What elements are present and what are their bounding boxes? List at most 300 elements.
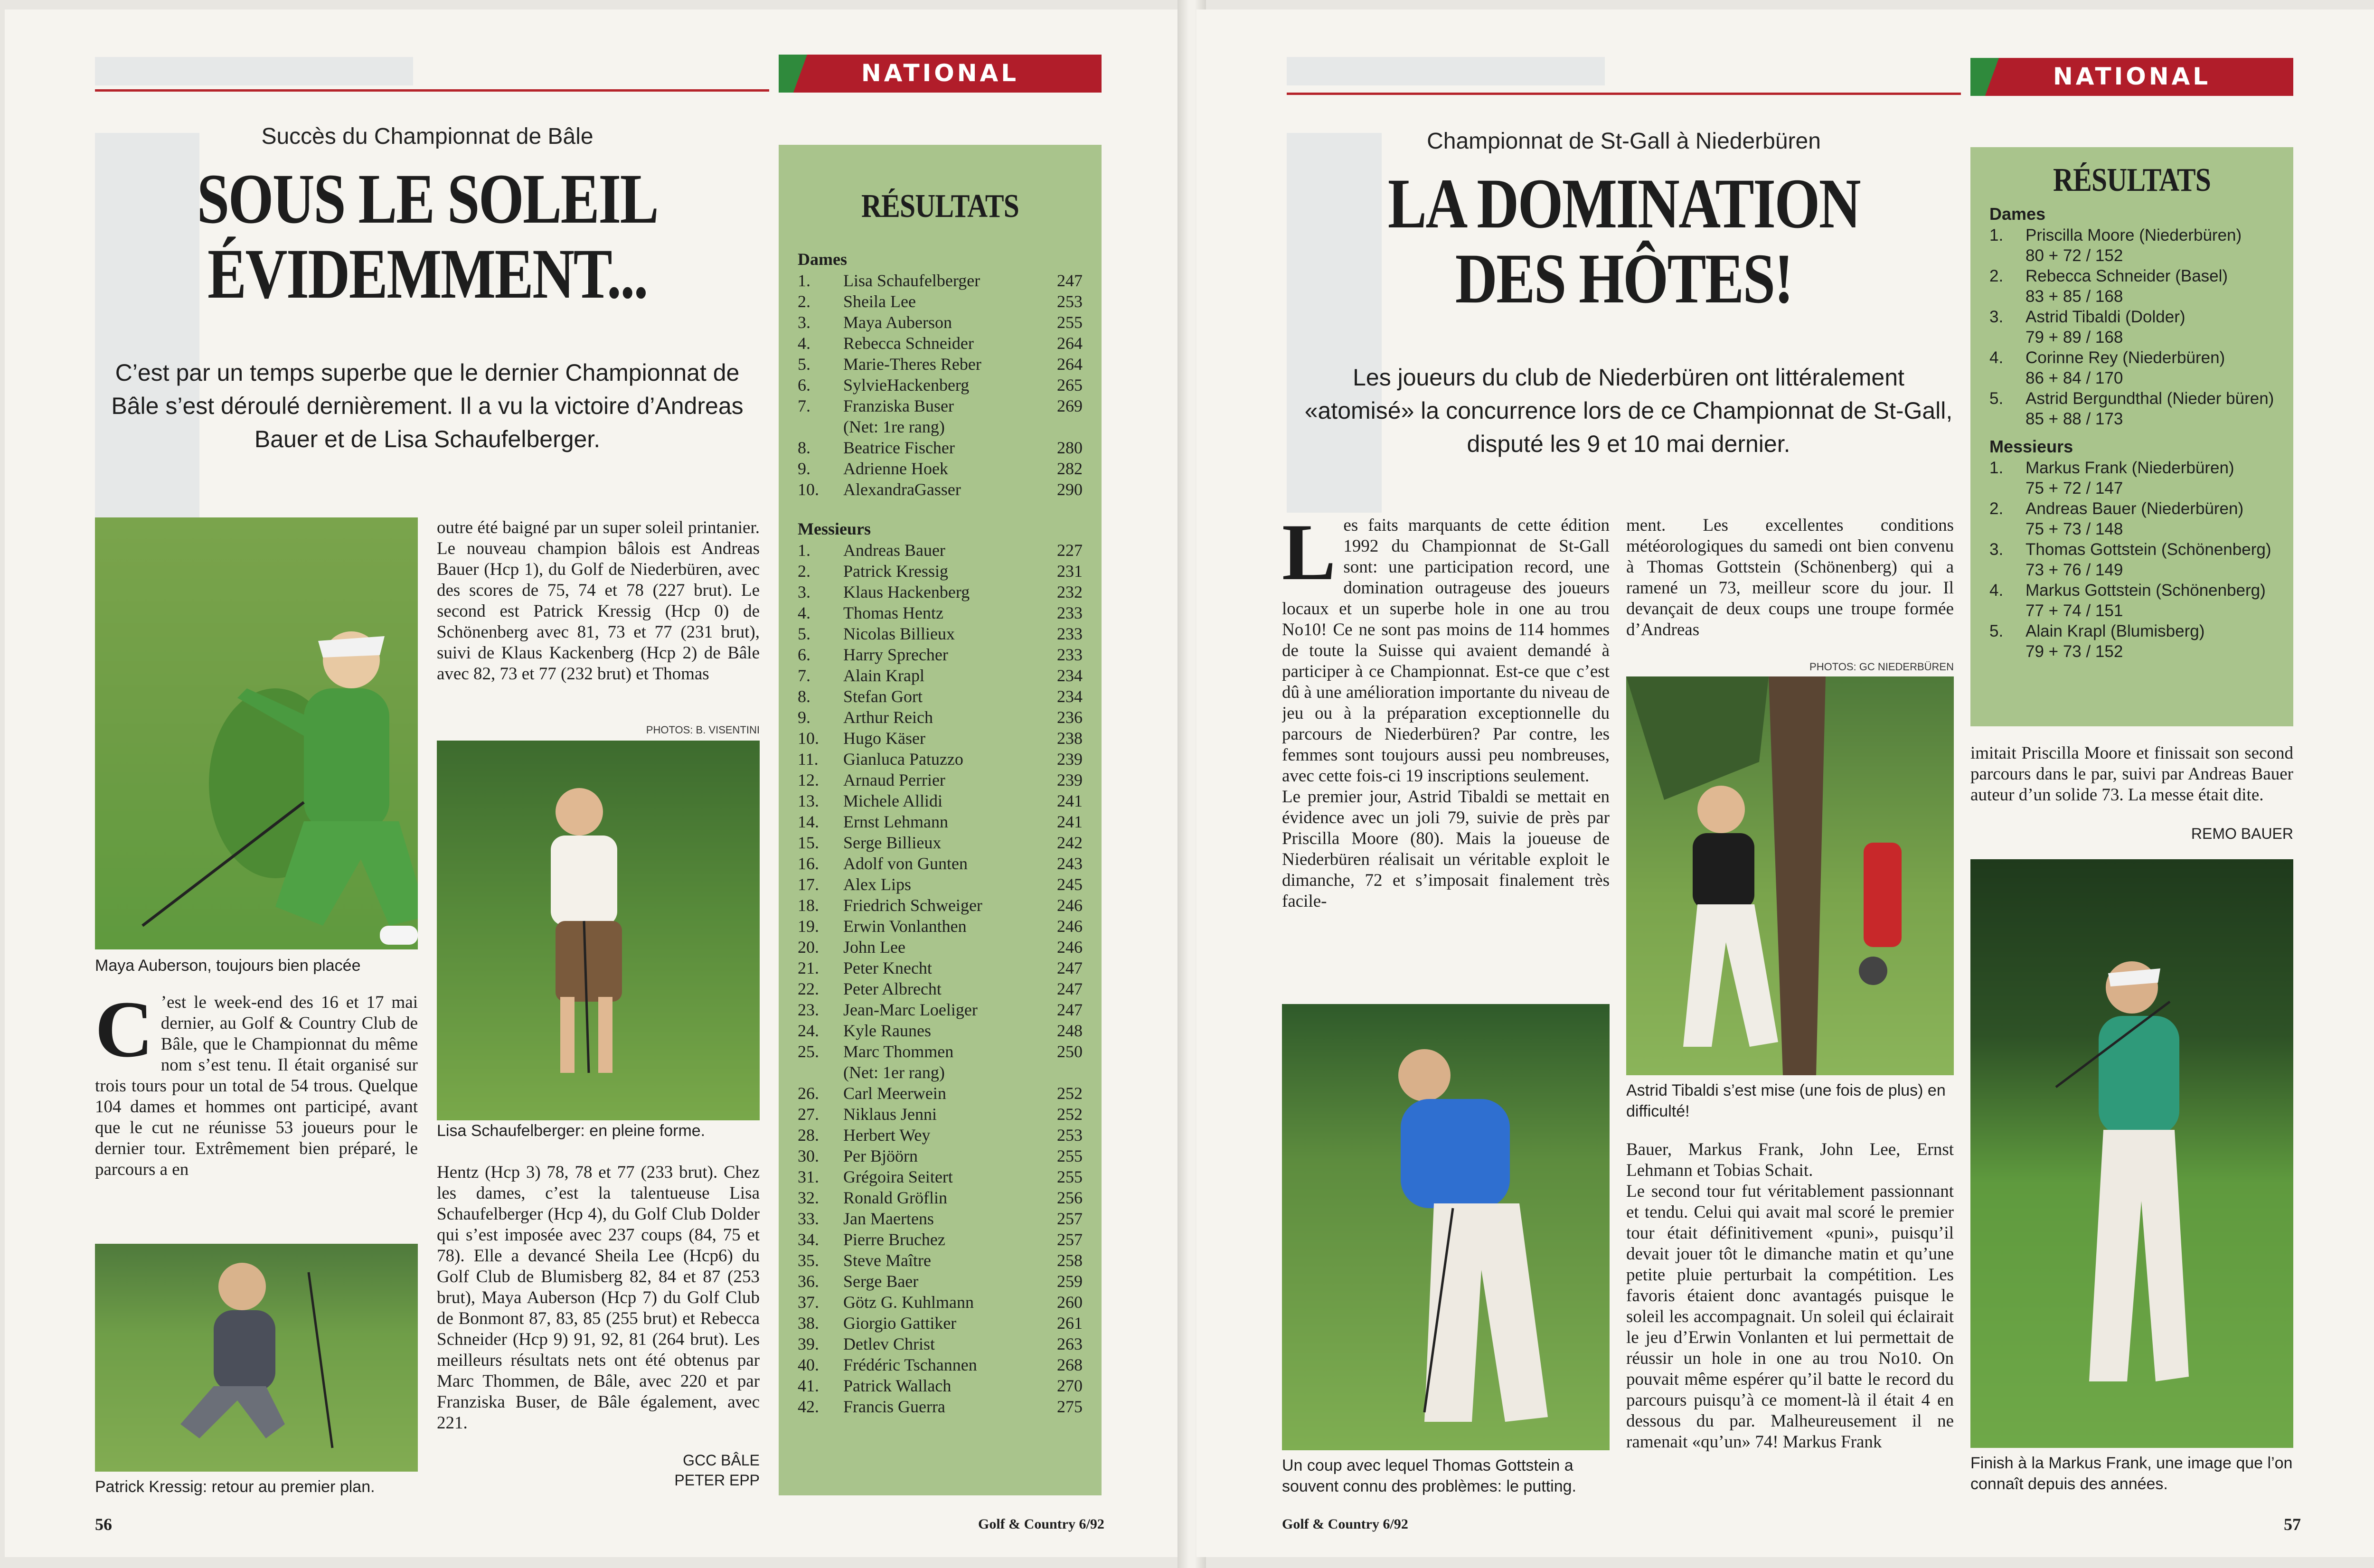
result-row: [798, 644, 1083, 665]
article-col-3: imitait Priscilla Moore et finissait son second parcours dans le par, suivi par Andreas Bauer auteur d’un solide 73. La messe était dite.: [1970, 743, 2293, 805]
result-name: Maya Auberson: [843, 313, 952, 332]
result-rank: 23.: [798, 1000, 819, 1019]
result-row: [798, 312, 1083, 333]
result-rank: 4.: [798, 603, 810, 622]
result-rank: 7.: [798, 396, 810, 415]
kicker: Succès du Championnat de Bâle: [261, 124, 594, 149]
result-row: [798, 1125, 1083, 1145]
result-rank: 3.: [798, 313, 810, 332]
result-name: Marc Thommen: [843, 1042, 954, 1061]
result-name: Carl Meerwein: [843, 1084, 946, 1103]
result-score: 250: [1057, 1042, 1083, 1061]
result-score: 86 + 84 / 170: [2025, 369, 2123, 387]
result-rank: 2.: [1989, 499, 2004, 518]
result-score: 257: [1057, 1209, 1083, 1228]
result-score: 264: [1057, 355, 1083, 374]
result-name: Arthur Reich: [843, 708, 933, 727]
result-score: 227: [1057, 541, 1083, 560]
result-name: Erwin Vonlanthen: [843, 917, 967, 936]
result-name: Gianluca Patuzzo: [843, 750, 963, 769]
golfer-photo: [95, 517, 418, 949]
result-rank: 6.: [798, 376, 810, 394]
result-score: 77 + 74 / 151: [2025, 601, 2123, 620]
result-name: Michele Allidi: [843, 791, 942, 810]
signature: [570, 1450, 760, 1490]
result-name: (Net: 1er rang): [843, 1063, 945, 1082]
result-name: Pierre Bruchez: [843, 1230, 945, 1249]
photo-markus-frank: [1970, 859, 2293, 1448]
result-score: 246: [1057, 917, 1083, 936]
result-name: Giorgio Gattiker: [843, 1314, 957, 1333]
result-row: [798, 1041, 1083, 1062]
result-name: Klaus Hackenberg: [843, 582, 970, 601]
result-rank: 21.: [798, 958, 819, 977]
result-row: [798, 874, 1083, 895]
result-name: [2025, 539, 2274, 580]
golfer-photo: [1282, 1004, 1610, 1450]
result-row: [798, 333, 1083, 354]
result-rank: 19.: [798, 917, 819, 936]
result-score: 242: [1057, 833, 1083, 852]
result-row: [798, 354, 1083, 375]
result-player: Alain Krapl (Blumisberg): [2025, 622, 2205, 640]
result-row: [798, 1062, 1083, 1083]
result-rank: 22.: [798, 979, 819, 998]
result-score: 290: [1057, 480, 1083, 499]
article-col-2-top: ment. Les excellentes conditions météorologiques du samedi ont bien convenu à Thomas Gottstein (Schönenberg) qui a ramené un 73, meilleur score du jour. Il devançait de deux coups une troupe formée d’Andreas: [1626, 516, 1954, 639]
result-score: 258: [1057, 1251, 1083, 1270]
result-rank: 40.: [798, 1355, 819, 1374]
result-name: Ronald Gröflin: [843, 1188, 947, 1207]
result-name: Patrick Wallach: [843, 1376, 951, 1395]
golfer-photo: [1970, 859, 2293, 1448]
result-rank: 14.: [798, 812, 819, 831]
result-row: [798, 1271, 1083, 1292]
magazine-footer: Golf & Country 6/92: [1282, 1516, 1408, 1532]
result-score: 264: [1057, 334, 1083, 353]
result-player: Astrid Bergundthal (Nieder büren) 85 + 88 / 173: [2025, 389, 2274, 428]
result-score: 260: [1057, 1293, 1083, 1312]
result-rank: 16.: [798, 854, 819, 873]
result-rank: 3.: [1989, 540, 2004, 559]
result-row: [798, 582, 1083, 602]
result-score: 269: [1057, 396, 1083, 415]
result-rank: 12.: [798, 770, 819, 789]
result-score: 247: [1057, 958, 1083, 977]
result-name: [2025, 266, 2274, 307]
result-rank: 42.: [798, 1397, 819, 1416]
headline-line-1: LA DOMINATION: [1387, 164, 1860, 243]
result-row: [798, 790, 1083, 811]
drop-cap: L: [1282, 515, 1336, 597]
result-row: [798, 811, 1083, 832]
result-name: Andreas Bauer: [843, 541, 945, 560]
result-score: 253: [1057, 1126, 1083, 1145]
result-rank: 27.: [798, 1105, 819, 1124]
caption-maya: Maya Auberson, toujours bien placée: [95, 957, 361, 975]
result-row: [798, 749, 1083, 770]
result-name: Hugo Käser: [843, 729, 925, 748]
result-score: 80 + 72 / 152: [2025, 246, 2123, 265]
result-row: [798, 916, 1083, 937]
result-row: [1989, 347, 2274, 388]
article-col-2-bottom: [1626, 1139, 1954, 1500]
result-row: [1989, 266, 2274, 307]
result-score: 261: [1057, 1314, 1083, 1333]
result-score: 233: [1057, 603, 1083, 622]
result-rank: 1.: [1989, 459, 2004, 477]
result-score: 246: [1057, 896, 1083, 915]
photo-patrick-kressig: [95, 1244, 418, 1472]
result-player: Astrid Tibaldi (Dolder): [2025, 308, 2186, 326]
result-row: [798, 686, 1083, 707]
article-text-4: Le second tour fut véritablement passionnant et tendu. Celui qui avait mal scoré le premier tour était définitivement «puni», puisqu’il devait jouer tôt le dimanche matin et qu’une petite pluie perturbait la compétition. Les favoris étaient donc avantagés puisque le soleil les accompagnait. Un soleil qui éclairait le jeu d’Erwin Vonlanten et lui permettait de réussir un hole in one au trou No10. On pouvait même espérer qu’il batte le record du parcours puisqu’à ce moment-là il était 4 en dessous du par. Malheureusement il ne ramenait «qu’un» 74! Markus Frank: [1626, 1182, 1954, 1452]
result-rank: 37.: [798, 1293, 819, 1312]
result-row: [798, 479, 1083, 500]
result-rank: 8.: [798, 438, 810, 457]
result-score: 246: [1057, 938, 1083, 957]
result-rank: 26.: [798, 1084, 819, 1103]
signature-author: PETER EPP: [674, 1472, 760, 1489]
result-score: 231: [1057, 562, 1083, 581]
result-name: Alain Krapl: [843, 666, 924, 685]
result-rank: 13.: [798, 791, 819, 810]
headline-line-1: SOUS LE SOLEIL: [197, 160, 658, 238]
result-score: 241: [1057, 812, 1083, 831]
result-name: Ernst Lehmann: [843, 812, 948, 831]
signature-club: GCC BÂLE: [683, 1452, 760, 1469]
result-row: [798, 561, 1083, 582]
result-score: 239: [1057, 770, 1083, 789]
result-row: [798, 832, 1083, 853]
tree-photo: [1626, 676, 1954, 1075]
result-name: Serge Baer: [843, 1272, 919, 1291]
result-player: Markus Gottstein (Schönenberg): [2025, 581, 2266, 600]
headline-line-2: DES HÔTES!: [1455, 239, 1793, 318]
result-name: [2025, 580, 2274, 621]
result-name: Peter Knecht: [843, 958, 932, 977]
result-score: 270: [1057, 1376, 1083, 1395]
result-rank: 8.: [798, 687, 810, 706]
result-rank: 5.: [1989, 389, 2004, 408]
result-row: [798, 999, 1083, 1020]
result-rank: 9.: [798, 708, 810, 727]
results-dames-list: [1989, 225, 2274, 429]
result-rank: 39.: [798, 1334, 819, 1353]
caption-thomas: Un coup avec lequel Thomas Gottstein a souvent connu des problèmes: le putting.: [1282, 1456, 1576, 1495]
results-title: RÉSULTATS: [861, 188, 1019, 225]
results-title: RÉSULTATS: [2053, 162, 2211, 198]
result-score: 255: [1057, 313, 1083, 332]
header-rule: [1287, 93, 1961, 95]
result-row: [798, 665, 1083, 686]
result-name: Rebecca Schneider: [843, 334, 974, 353]
result-row: [798, 1229, 1083, 1250]
result-name: [2025, 307, 2274, 347]
golfer-photo: [95, 1244, 418, 1472]
result-name: [2025, 225, 2274, 266]
result-score: 248: [1057, 1021, 1083, 1040]
result-name: Franziska Buser: [843, 396, 954, 415]
result-name: Niklaus Jenni: [843, 1105, 937, 1124]
photo-maya-auberson: [95, 517, 418, 949]
result-name: Alex Lips: [843, 875, 911, 894]
article-text: es faits marquants de cette édition 1992 du Championnat de St-Gall sont: une participation record, une domination outrageuse des joueurs locaux et un superbe hole in one au trou No10! Ce ne sont pas moins de 114 hommes de toute la Suisse qui avaient demandé à participer à ce Championnat. Est-ce que c’est dû à une amélioration importante du niveau de jeu ou à la préparation exceptionnelle du parcours de Niederbüren? Par contre, les femmes sont toujours aussi peu nombreuses, avec cette fois-ci 19 inscriptions seulement.: [1282, 516, 1610, 786]
result-rank: 30.: [798, 1146, 819, 1165]
result-score: 247: [1057, 979, 1083, 998]
section-tag: NATIONAL: [779, 55, 1102, 93]
results-box: [1970, 147, 2293, 726]
bleed-through: [1287, 57, 1605, 85]
result-name: [2025, 621, 2274, 662]
result-row: [798, 623, 1083, 644]
result-rank: 32.: [798, 1188, 819, 1207]
result-rank: 3.: [798, 582, 810, 601]
result-row: [1989, 621, 2274, 662]
result-rank: 5.: [798, 624, 810, 643]
result-score: 275: [1057, 1397, 1083, 1416]
result-name: Grégoira Seitert: [843, 1167, 953, 1186]
result-player: Priscilla Moore (Niederbüren): [2025, 226, 2242, 244]
result-row: [798, 1020, 1083, 1041]
result-rank: 36.: [798, 1272, 819, 1291]
result-score: 255: [1057, 1146, 1083, 1165]
result-name: Patrick Kressig: [843, 562, 948, 581]
result-rank: 2.: [798, 562, 810, 581]
article-text-3: Bauer, Markus Frank, John Lee, Ernst Lehmann et Tobias Schait.: [1626, 1140, 1954, 1180]
page-number: 56: [95, 1515, 112, 1534]
result-row: [798, 1208, 1083, 1229]
article-text: ’est le week-end des 16 et 17 mai dernier, au Golf & Country Club de Bâle, que le Championnat du même nom s’est tenu. Il était organisé sur trois tours pour un total de 54 trous. Quelque 104 dames et hommes ont participé, avant que le cut ne réunisse 53 joueurs pour le dernier tour. Extrêmement bien préparé, le parcours a en: [95, 993, 418, 1179]
result-score: 252: [1057, 1105, 1083, 1124]
caption-patrick: Patrick Kressig: retour au premier plan.: [95, 1478, 375, 1496]
result-score: 234: [1057, 687, 1083, 706]
result-rank: 24.: [798, 1021, 819, 1040]
result-row: [798, 270, 1083, 291]
result-rank: 34.: [798, 1230, 819, 1249]
result-score: 253: [1057, 292, 1083, 311]
lead-paragraph: C’est par un temps superbe que le dernier Championnat de Bâle s’est déroulé dernièrement. Il a vu la victoire d’Andreas Bauer et de Lisa Schaufelberger.: [111, 359, 744, 452]
result-score: [1040, 1062, 1083, 1083]
result-row: [1989, 307, 2274, 347]
result-name: AlexandraGasser: [843, 480, 961, 499]
result-rank: 5.: [1989, 622, 2004, 640]
results-messieurs-label: Messieurs: [798, 519, 871, 538]
result-rank: 25.: [798, 1042, 819, 1061]
result-name: John Lee: [843, 938, 905, 957]
result-name: Serge Billieux: [843, 833, 942, 852]
result-rank: 4.: [1989, 348, 2004, 367]
caption-lisa: Lisa Schaufelberger: en pleine forme.: [437, 1122, 706, 1140]
result-name: [2025, 388, 2274, 429]
article-col-1: [1282, 515, 1610, 995]
result-score: 255: [1057, 1167, 1083, 1186]
result-score: 239: [1057, 750, 1083, 769]
result-score: 243: [1057, 854, 1083, 873]
result-rank: 10.: [798, 729, 819, 748]
result-name: Beatrice Fischer: [843, 438, 955, 457]
result-name: Friedrich Schweiger: [843, 896, 982, 915]
result-rank: 6.: [798, 645, 810, 664]
result-name: Herbert Wey: [843, 1126, 931, 1145]
result-score: 233: [1057, 624, 1083, 643]
kicker: Championnat de St-Gall à Niederbüren: [1427, 129, 1821, 154]
result-row: [798, 1187, 1083, 1208]
result-score: [1040, 416, 1083, 437]
result-name: [2025, 347, 2274, 388]
results-messieurs-list: [1989, 458, 2274, 662]
result-rank: 33.: [798, 1209, 819, 1228]
result-row: [798, 1166, 1083, 1187]
result-rank: [798, 416, 843, 437]
photo-thomas-gottstein: [1282, 1004, 1610, 1450]
result-score: 73 + 76 / 149: [2025, 561, 2123, 579]
result-name: Harry Sprecher: [843, 645, 948, 664]
result-player: Andreas Bauer (Niederbüren): [2025, 499, 2244, 518]
golfer-photo: [437, 741, 760, 1120]
result-row: [798, 1396, 1083, 1417]
result-name: [2025, 458, 2274, 498]
result-name: Per Bjöörn: [843, 1146, 918, 1165]
result-score: 257: [1057, 1230, 1083, 1249]
bleed-through: [95, 57, 413, 85]
result-rank: 18.: [798, 896, 819, 915]
result-row: [1989, 225, 2274, 266]
result-player: Markus Frank (Niederbüren): [2025, 459, 2234, 477]
result-score: 280: [1057, 438, 1083, 457]
result-name: Steve Maître: [843, 1251, 931, 1270]
result-score: 259: [1057, 1272, 1083, 1291]
result-score: 75 + 72 / 147: [2025, 479, 2123, 498]
result-rank: 20.: [798, 938, 819, 957]
result-row: [1989, 580, 2274, 621]
result-row: [798, 416, 1083, 437]
results-dames-label: Dames: [1989, 204, 2046, 224]
photo-credit: PHOTOS: GC NIEDERBÜREN: [1809, 661, 1954, 673]
result-name: Detlev Christ: [843, 1334, 935, 1353]
result-row: [798, 291, 1083, 312]
result-rank: 15.: [798, 833, 819, 852]
result-row: [798, 853, 1083, 874]
result-row: [798, 895, 1083, 916]
result-name: Sheila Lee: [843, 292, 916, 311]
results-dames-label: Dames: [798, 250, 847, 269]
result-name: Lisa Schaufelberger: [843, 271, 980, 290]
article-text-2: Le premier jour, Astrid Tibaldi se mettait en évidence avec un joli 79, suivie de près par Priscilla Moore (80). Mais la joueuse de Niederbüren réalisait un véritable exploit le dimanche, 72 et s’imposait finalement très facile-: [1282, 787, 1610, 911]
result-score: 233: [1057, 645, 1083, 664]
result-player: Thomas Gottstein (Schönenberg): [2025, 540, 2271, 559]
photo-credit: PHOTOS: B. VISENTINI: [646, 724, 760, 736]
result-score: 263: [1057, 1334, 1083, 1353]
magazine-footer: Golf & Country 6/92: [978, 1516, 1104, 1532]
left-page: [5, 9, 1187, 1557]
article-col-1: [95, 992, 418, 1220]
result-name: Arnaud Perrier: [843, 770, 945, 789]
result-rank: 41.: [798, 1376, 819, 1395]
caption-markus: Finish à la Markus Frank, une image que l’on connaît depuis des années.: [1970, 1454, 2293, 1493]
result-name: Adolf von Gunten: [843, 854, 968, 873]
result-name: Kyle Raunes: [843, 1021, 931, 1040]
result-rank: 38.: [798, 1314, 819, 1333]
result-score: 282: [1057, 459, 1083, 478]
result-name: Götz G. Kuhlmann: [843, 1293, 974, 1312]
result-name: Jean-Marc Loeliger: [843, 1000, 978, 1019]
page-number: 57: [2284, 1515, 2301, 1534]
article-col-2-top: outre été baigné par un super soleil printanier. Le nouveau champion bâlois est Andreas Bauer (Hcp 1), du Golf de Niederbüren, avec des scores de 75, 74 et 78 (227 brut). Le second est Patrick Kressig (Hcp 0) de Schönenberg avec 81, 73 et 77 (231 brut), suivi de Klaus Kackenberg (Hcp 2) de Bâle avec 82, 73 et 77 (232 brut) et Thomas: [437, 518, 760, 684]
result-name: Adrienne Hoek: [843, 459, 948, 478]
result-row: [798, 1333, 1083, 1354]
result-rank: 17.: [798, 875, 819, 894]
result-name: Frédéric Tschannen: [843, 1355, 977, 1374]
result-score: 238: [1057, 729, 1083, 748]
results-box: [779, 145, 1102, 1495]
result-row: [798, 728, 1083, 749]
signature: REMO BAUER: [2191, 825, 2293, 842]
result-score: 232: [1057, 582, 1083, 601]
result-name: Jan Maertens: [843, 1209, 934, 1228]
result-row: [798, 395, 1083, 416]
result-rank: 2.: [1989, 267, 2004, 285]
result-rank: 1.: [798, 271, 810, 290]
result-score: 247: [1057, 271, 1083, 290]
result-score: 265: [1057, 376, 1083, 394]
result-player: Rebecca Schneider (Basel): [2025, 267, 2228, 285]
result-rank: 4.: [1989, 581, 2004, 600]
drop-cap: C: [95, 992, 153, 1074]
result-row: [798, 437, 1083, 458]
result-score: 236: [1057, 708, 1083, 727]
result-rank: 28.: [798, 1126, 819, 1145]
result-row: [798, 458, 1083, 479]
result-rank: 4.: [798, 334, 810, 353]
result-row: [798, 1375, 1083, 1396]
result-row: [798, 1083, 1083, 1104]
result-row: [798, 937, 1083, 958]
result-score: 79 + 73 / 152: [2025, 642, 2123, 661]
result-score: 234: [1057, 666, 1083, 685]
result-row: [798, 707, 1083, 728]
result-name: SylvieHackenberg: [843, 376, 970, 394]
result-rank: 9.: [798, 459, 810, 478]
result-name: Nicolas Billieux: [843, 624, 955, 643]
result-score: 83 + 85 / 168: [2025, 287, 2123, 306]
photo-astrid-tibaldi: [1626, 676, 1954, 1075]
result-row: [1989, 458, 2274, 498]
result-row: [798, 602, 1083, 623]
result-row: [798, 375, 1083, 395]
headline: [1351, 166, 1896, 316]
result-name: Peter Albrecht: [843, 979, 942, 998]
result-rank: 1.: [798, 541, 810, 560]
result-rank: 2.: [798, 292, 810, 311]
result-row: [798, 978, 1083, 999]
result-name: [2025, 498, 2274, 539]
result-score: 241: [1057, 791, 1083, 810]
result-rank: [798, 1062, 843, 1083]
result-name: Thomas Hentz: [843, 603, 943, 622]
result-score: 268: [1057, 1355, 1083, 1374]
header-rule: [95, 89, 769, 92]
result-row: [1989, 498, 2274, 539]
result-name: Francis Guerra: [843, 1397, 945, 1416]
result-name: Stefan Gort: [843, 687, 923, 706]
result-row: [798, 1250, 1083, 1271]
result-row: [798, 1292, 1083, 1313]
result-score: 75 + 73 / 148: [2025, 520, 2123, 538]
result-rank: 10.: [798, 480, 819, 499]
result-rank: 35.: [798, 1251, 819, 1270]
right-page: [1196, 9, 2374, 1557]
